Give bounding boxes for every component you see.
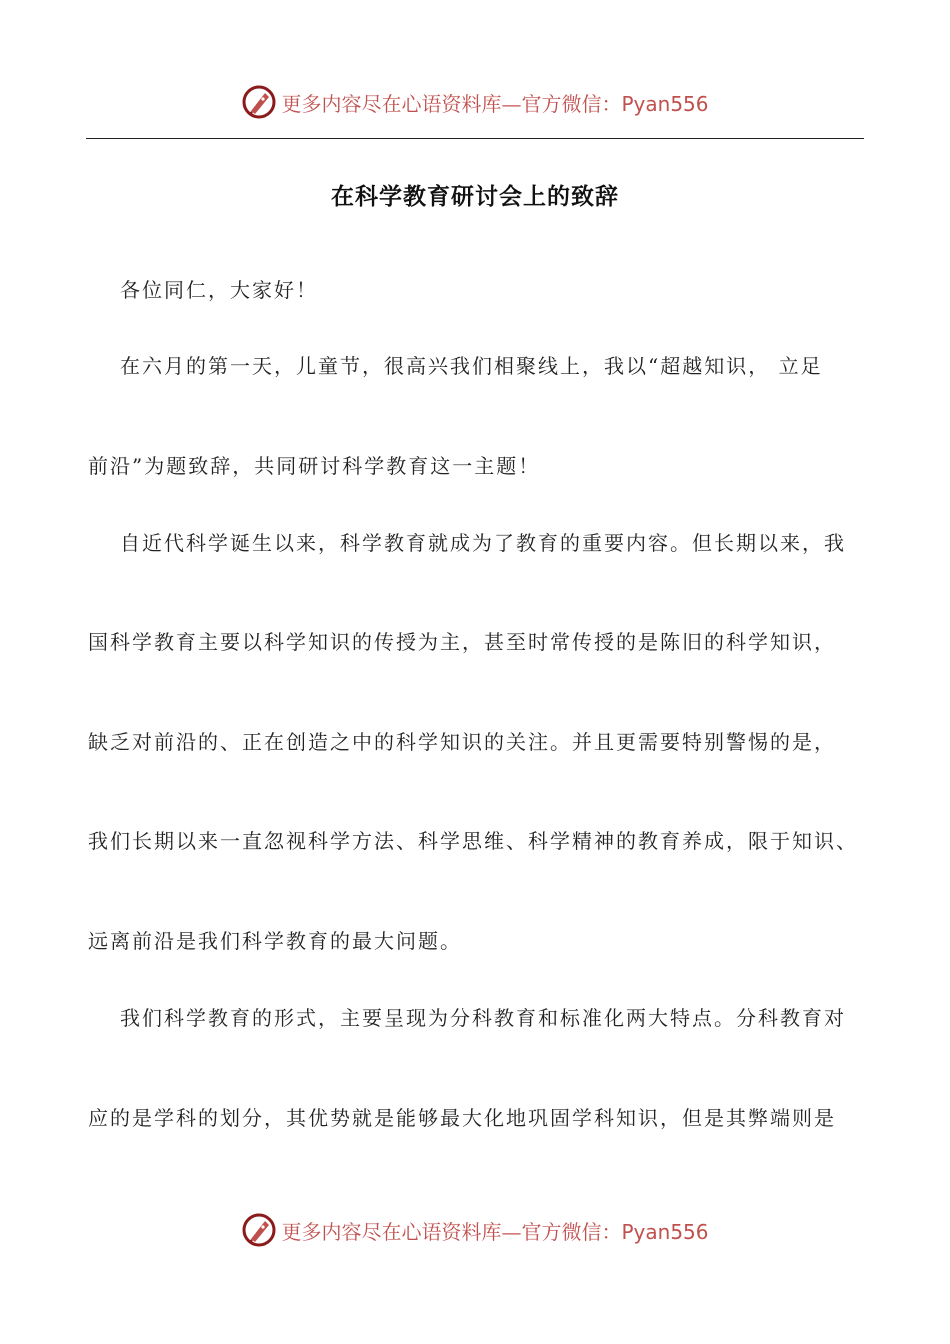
footer-banner: [0, 1210, 950, 1250]
body-line: 国科学教育主要以科学知识的传授为主，甚至时常传授的是陈旧的科学知识，: [88, 630, 836, 654]
body-line: 应的是学科的划分，其优势就是能够最大化地巩固学科知识，但是其弊端则是: [88, 1106, 836, 1130]
banner-slogan: 更多内容尽在心语资料库—官方微信：: [281, 1219, 622, 1244]
body-line: 自近代科学诞生以来，科学教育就成为了教育的重要内容。但长期以来，我: [120, 531, 846, 555]
banner-wechat-id: Pyan556: [621, 91, 709, 116]
body-line: 我们科学教育的形式，主要呈现为分科教育和标准化两大特点。分科教育对: [120, 1006, 846, 1030]
header-banner: [0, 82, 950, 122]
document-title: 在科学教育研讨会上的致辞: [331, 183, 619, 210]
body-line: 我们长期以来一直忽视科学方法、科学思维、科学精神的教育养成，限于知识、: [88, 829, 858, 853]
body-line: 在六月的第一天，儿童节，很高兴我们相聚线上，我以“超越知识， 立足: [120, 354, 823, 378]
pen-nib-logo-icon: [241, 84, 277, 120]
banner-text: [281, 88, 708, 117]
body-line: 远离前沿是我们科学教育的最大问题。: [88, 929, 462, 953]
banner-slogan: 更多内容尽在心语资料库—官方微信：: [281, 91, 622, 116]
banner-wechat-id: Pyan556: [621, 1219, 709, 1244]
header-divider: [86, 138, 864, 139]
banner-text: [281, 1216, 708, 1245]
pen-nib-logo-icon: [241, 1212, 277, 1248]
body-line: 缺乏对前沿的、正在创造之中的科学知识的关注。并且更需要特别警惕的是，: [88, 730, 836, 754]
body-line: 前沿”为题致辞，共同研讨科学教育这一主题！: [88, 454, 541, 478]
body-line: 各位同仁，大家好！: [120, 278, 318, 302]
